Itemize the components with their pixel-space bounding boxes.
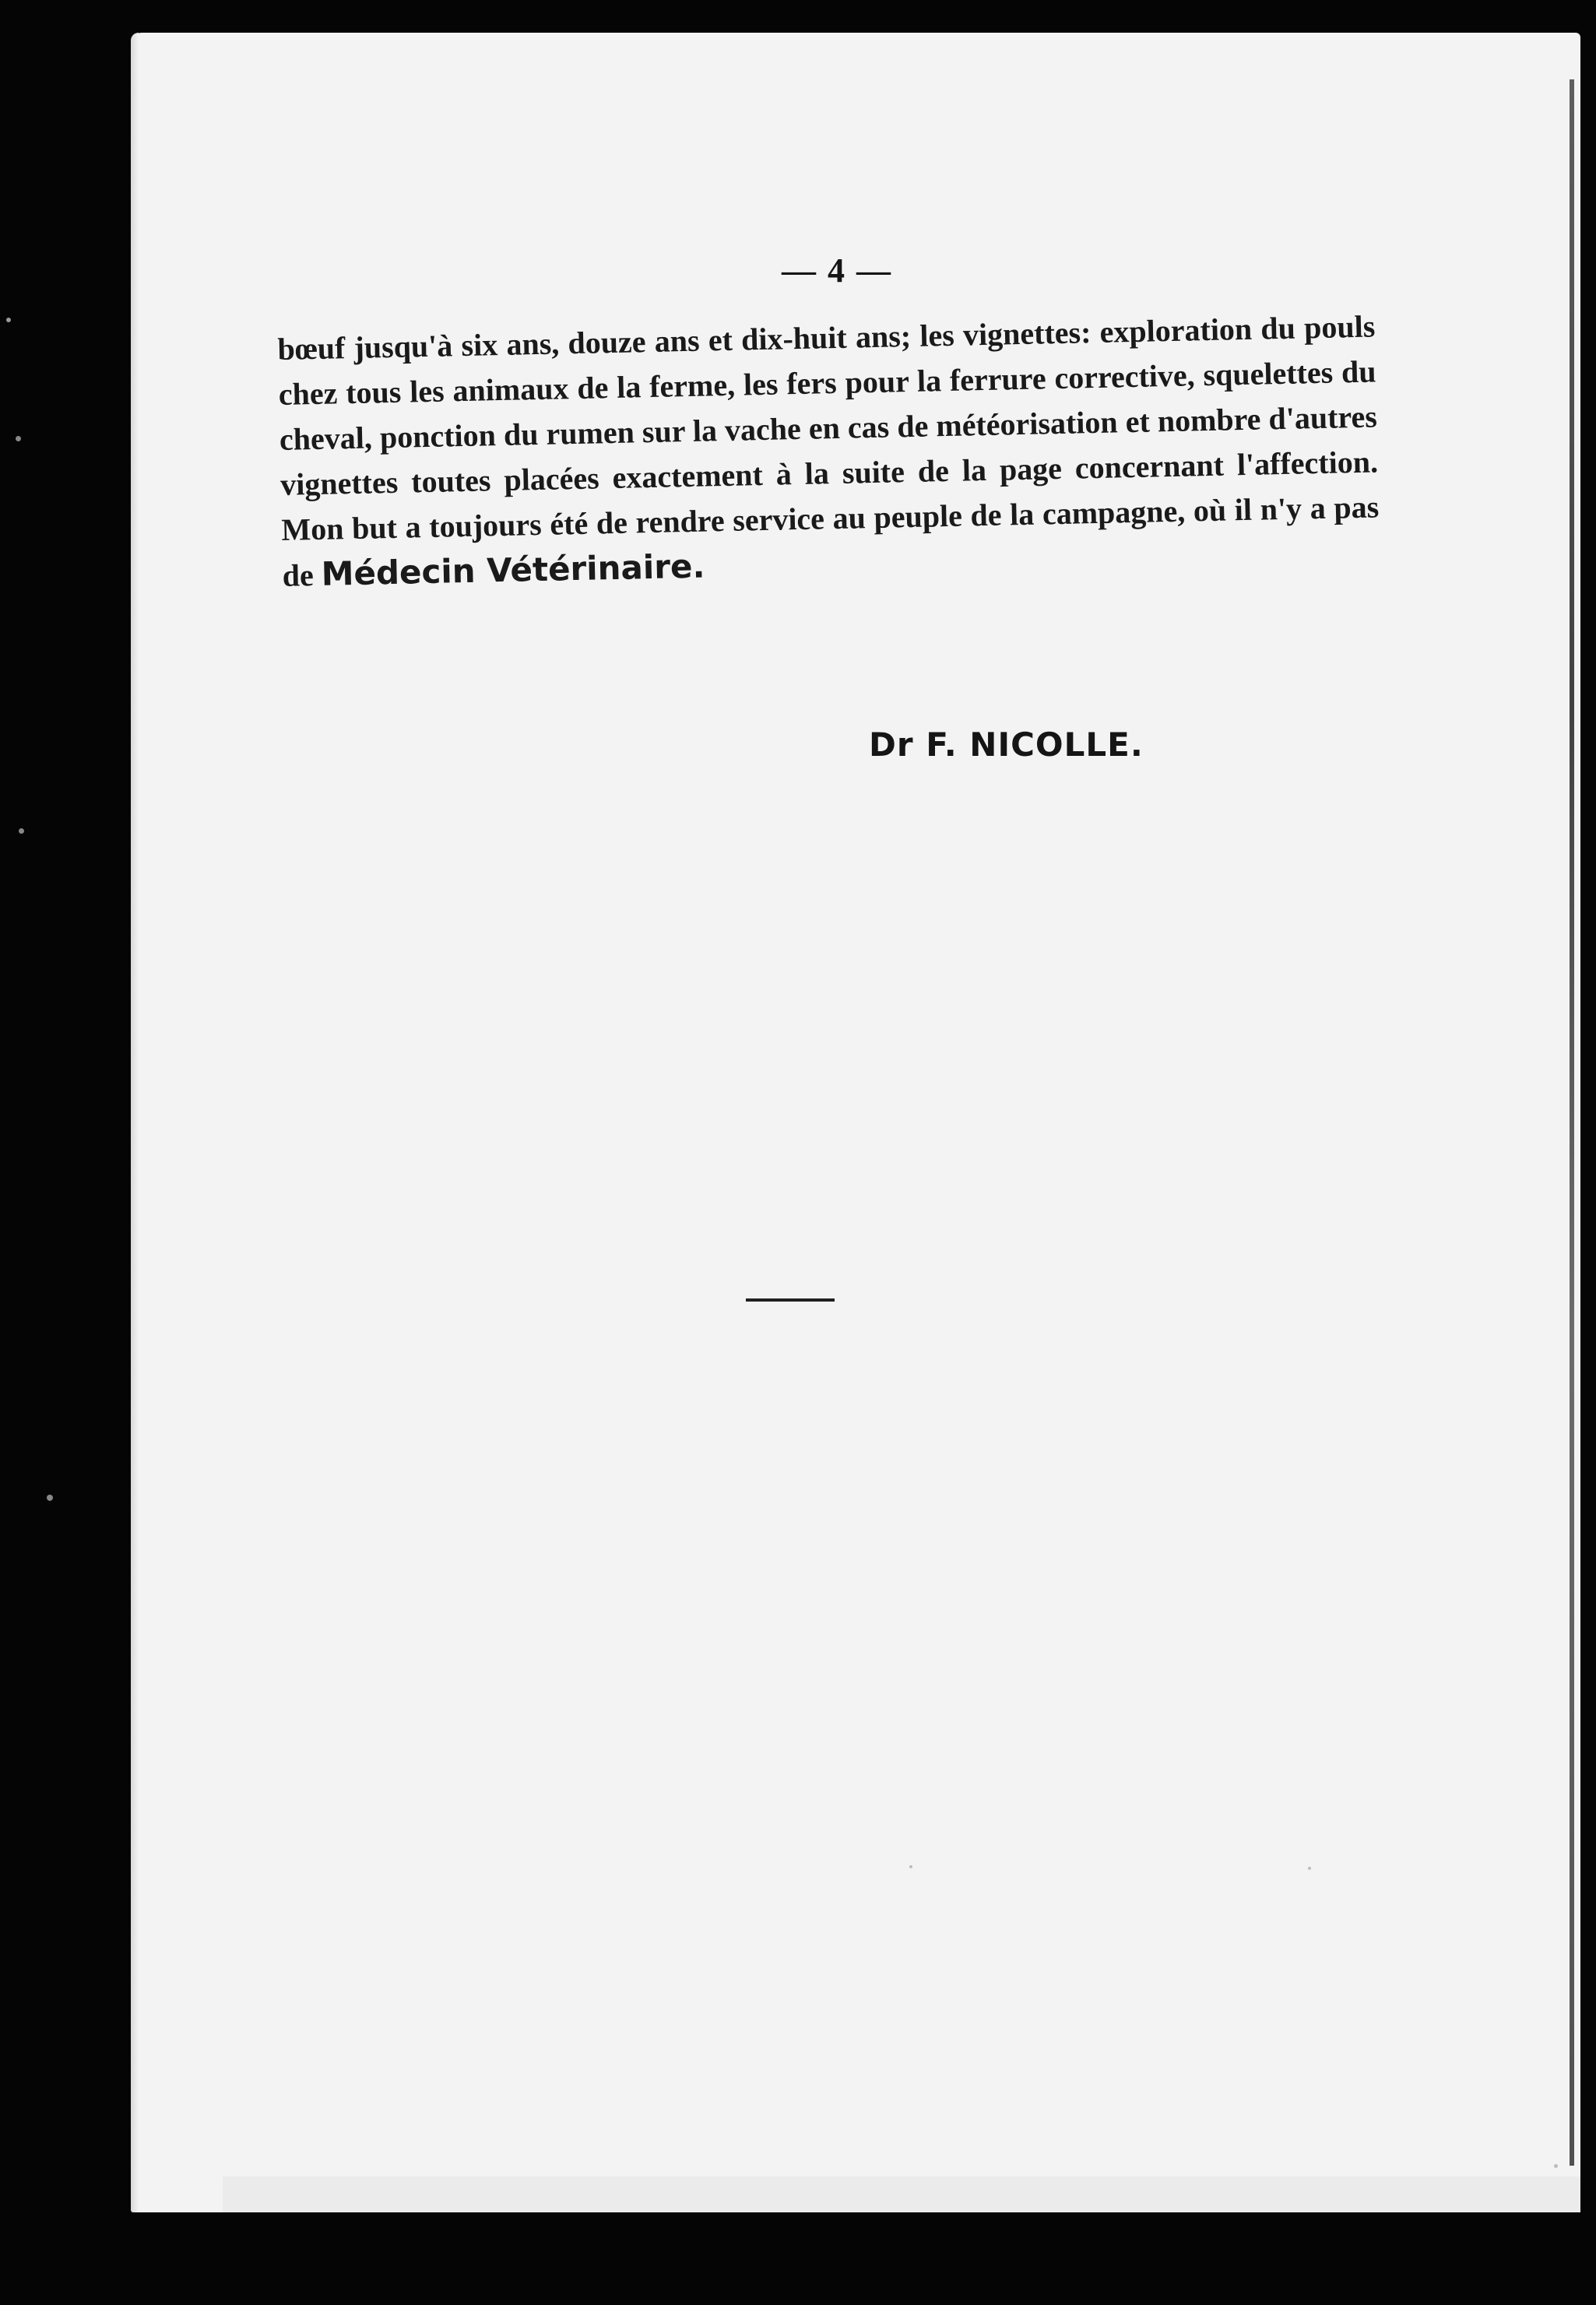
paragraph-line-2: vignettes: exploration du pouls chez tous les animaux de la [278, 308, 1376, 412]
dust-speck [1308, 1867, 1311, 1870]
dust-speck [47, 1495, 53, 1501]
end-rule [746, 1298, 835, 1302]
page-number: — 4 — [782, 251, 892, 290]
paragraph-line-5: nombre d'autres vignettes toutes placées exactement à la [279, 399, 1378, 502]
paragraph-line-8: a pas de [282, 489, 1380, 593]
paragraph-line-6: suite de la page concernant l'affection. Mon but a toujours [280, 444, 1379, 547]
body-paragraph [277, 304, 1380, 598]
paragraph-line-3: ferme, les fers pour la ferrure corrective, squelettes du cheval, [279, 353, 1376, 457]
page-edge-shadow [131, 33, 139, 2212]
dust-speck [16, 436, 21, 441]
binding-edge [1570, 79, 1574, 2166]
dust-speck [909, 1865, 912, 1868]
dust-speck [1554, 2164, 1558, 2168]
paragraph-line-1: bœuf jusqu'à six ans, douze ans et dix-huit ans; les [277, 317, 955, 367]
signature: Dr F. NICOLLE. [869, 726, 1144, 764]
page-bottom-strip [223, 2177, 1580, 2212]
paragraph-line-4: ponction du rumen sur la vache en cas de météorisation et [379, 403, 1151, 455]
paragraph-line-7: été de rendre service au peuple de la campagne, où il n'y [549, 490, 1302, 542]
dust-speck [6, 318, 11, 322]
dust-speck [19, 828, 24, 834]
bold-phrase: Médecin Vétérinaire. [321, 546, 705, 593]
